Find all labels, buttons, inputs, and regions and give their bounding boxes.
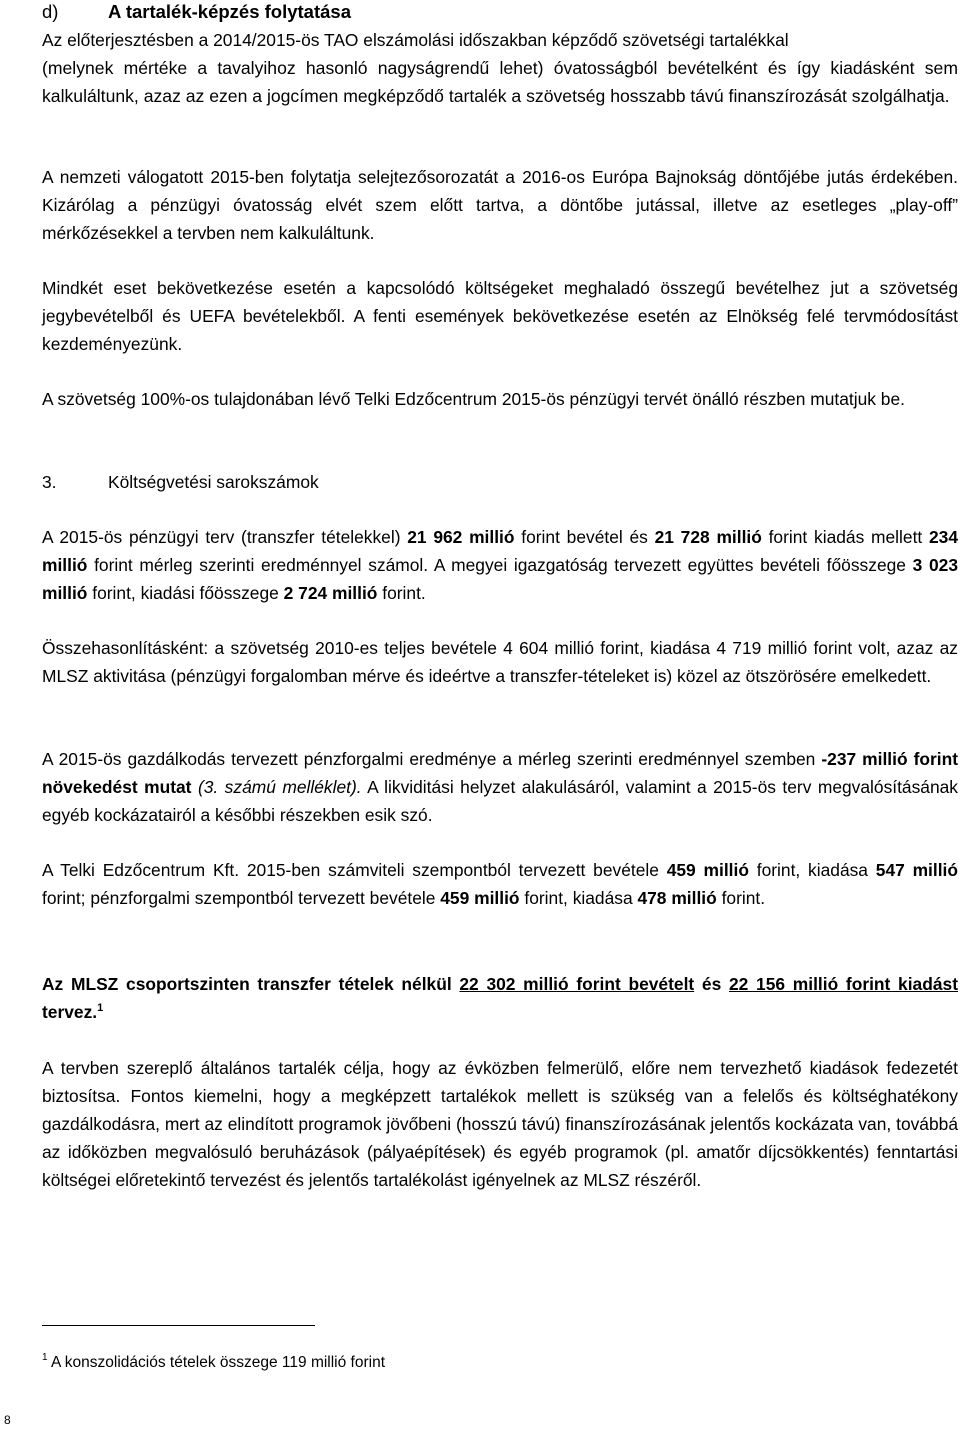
section-heading-d	[42, 0, 351, 26]
paragraph-altalanos-tartalek: A tervben szereplő általános tartalék célja, hogy az évközben felmerülő, előre nem tervezhető kiadások fedezetét biztosítsa. Fontos kiemelni, hogy a megképzett tartalékok mellett is szükség van a felelős és költséghatékony gazdálkodásra, mert az elindított programok jövőbeni (hosszú távú) finanszírozásának jelentős kockázata van, továbbá az időközben megvalósuló beruházások (pályaépítések) és egyéb programok (pl. amatőr díjcsökkentés) fenntartási költségei előretekintő tervezést és jelentős tartalékolást igényelnek az MLSZ részéről.	[42, 1058, 958, 1190]
paragraph-csoportszint: Az MLSZ csoportszinten transzfer tételek nélkül 22 302 millió forint bevételt és 22 156 millió forint kiadást tervez.$^1$	[42, 974, 958, 1022]
paragraph-telki: A szövetség 100%-os tulajdonában lévő Telki Edzőcentrum 2015-ös pénzügyi tervét önálló részben mutatjuk be.	[42, 389, 905, 409]
section-number: 3.	[42, 472, 57, 492]
value-bevetel: 21 962 millió	[407, 527, 515, 547]
value-novekedes: -237 millió forint növekedést mutat	[42, 749, 958, 797]
paragraph-bevetel: Mindkét eset bekövetkezése esetén a kapcsolódó költségeket meghaladó összegű bevételhez jut a szövetség jegybevételből és UEFA bevételekből. A fenti események bekövetkezése esetén az Elnökség felé tervmódosítást kezdeményezünk.	[42, 278, 958, 354]
footnote-text: A konszolidációs tételek összege 119 millió forint	[47, 1354, 386, 1371]
paragraph-tartalek	[42, 26, 958, 110]
paragraph-tartalek-rest: (melynek mértéke a tavalyihoz hasonló nagyságrendű lehet) óvatosságból bevételként és így kiadásként sem kalkuláltunk, azaz az ezen a jogcímen megképződő tartalék a szövetség hosszabb távú finanszírozását szolgálhatja.	[42, 58, 958, 106]
footnote-reference: 1	[97, 1002, 104, 1014]
paragraph-penzforgalmi: A 2015-ös gazdálkodás tervezett pénzforgalmi eredménye a mérleg szerinti eredménnyel szemben -237 millió forint növekedést mutat (3. számú melléklet). A likviditási helyzet alakulásáról, valamint a 2015-ös terv megvalósításának egyéb kockázatairól a későbbi részekben esik szó.	[42, 749, 959, 825]
paragraph-osszehasonlitas: Összehasonlításként: a szövetség 2010-es teljes bevétele 4 604 millió forint, kiadása 4 719 millió forint volt, azaz az MLSZ aktivitása (pénzügyi forgalomban mérve és ideértve a transzfer-tételeket is) közel az ötszörösére emelkedett.	[42, 638, 958, 686]
footnote-mark: 1	[42, 1352, 48, 1363]
value-kiadas: 21 728 millió	[654, 527, 762, 547]
value-megyei-bevetel: 3 023 millió	[42, 555, 958, 603]
paragraph-penzugyi-terv: A 2015-ös pénzügyi terv (transzfer tételekkel) 21 962 millió forint bevétel és 21 728 millió forint kiadás mellett 234 millió forint mérleg szerinti eredménnyel számol. A megyei igazgatóság tervezett együttes bevételi főösszege 3 023 millió forint, kiadási főösszege 2 724 millió forint.	[42, 527, 958, 603]
section-label: d)	[42, 1, 59, 22]
section-title: Költségvetési sarokszámok	[108, 472, 319, 492]
paragraph-tartalek-line1: Az előterjesztésben a 2014/2015-ös TAO elszámolási időszakban képződő szövetségi tartalékkal	[42, 30, 789, 50]
section-heading-3	[42, 468, 319, 496]
value-megyei-kiadas: 2 724 millió	[283, 583, 378, 603]
section-title: A tartalék-képzés folytatása	[108, 1, 352, 22]
value-eredmeny: 234 millió	[42, 527, 958, 575]
footnote	[42, 1352, 385, 1374]
value-csoport-bevetel: 22 302 millió forint bevételt	[459, 974, 695, 994]
value-csoport-kiadas: 22 156 millió forint kiadást	[728, 974, 958, 994]
paragraph-valogatott: A nemzeti válogatott 2015-ben folytatja selejtezősorozatát a 2016-os Európa Bajnokság döntőjébe jutás érdekében. Kizárólag a pénzügyi óvatosság elvét szem előtt tartva, a döntőbe jutással, illetve az esetleges „play-off” mérkőzésekkel a tervben nem kalkuláltunk.	[42, 167, 958, 243]
annex-reference: (3. számú melléklet).	[197, 777, 362, 797]
footnote-separator	[42, 1325, 315, 1326]
page-number: 8	[4, 1413, 11, 1427]
paragraph-telki-kft: A Telki Edzőcentrum Kft. 2015-ben számviteli szempontból tervezett bevétele 459 millió forint, kiadása 547 millió forint; pénzforgalmi szempontból tervezett bevétele 459 millió forint, kiadása 478 millió forint.	[42, 860, 959, 908]
